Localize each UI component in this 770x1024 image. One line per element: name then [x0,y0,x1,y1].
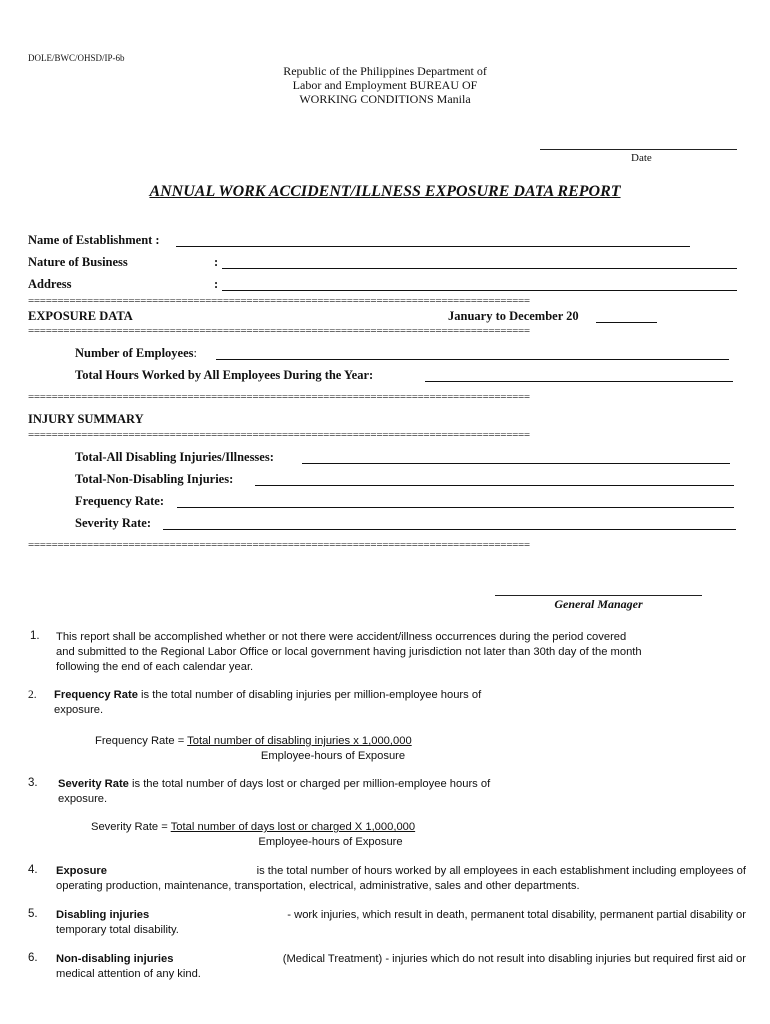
note-3-term: Severity Rate [58,778,129,790]
separator: ===================================================================================== [28,392,530,402]
note-2-line-1: is the total number of disabling injuries per million-employee hours of [141,689,482,701]
hours-input[interactable] [425,381,733,382]
frequency-formula [95,734,412,749]
exposure-heading: EXPOSURE DATA [28,309,133,323]
note-5-number: 5. [28,908,38,920]
header-line-3: WORKING CONDITIONS Manila [299,92,471,106]
separator: ===================================================================================== [28,296,530,306]
period-label: January to December 20 [448,309,579,323]
note-3 [58,777,658,807]
note-6-number: 6. [28,952,38,964]
general-manager-label: General Manager [554,597,643,611]
note-5-line-2: temporary total disability. [56,924,179,936]
note-1 [56,630,756,675]
note-1-line-1: This report shall be accomplished whether or not there were accident/illness occurrences during the period covered [56,631,627,643]
note-2-line-2: exposure. [54,704,104,716]
frequency-formula-numerator: Total number of disabling injuries x 1,000,000 [187,735,412,747]
address-label: Address [28,277,72,291]
separator: ===================================================================================== [28,326,530,336]
date-field[interactable] [540,149,737,150]
employees-colon: : [193,346,197,360]
note-3-line-2: exposure. [58,793,108,805]
note-4-term: Exposure [56,865,107,877]
business-colon: : [214,255,219,269]
address-colon: : [214,277,219,291]
non-disabling-input[interactable] [255,485,734,486]
address-input[interactable] [222,290,737,291]
employees-input[interactable] [216,359,729,360]
form-code: DOLE/BWC/OHSD/IP-6b [28,53,125,63]
separator: ===================================================================================== [28,540,530,550]
note-5-line-1: - work injuries, which result in death, permanent total disability, permanent partial disability or [287,909,746,921]
business-input[interactable] [222,268,737,269]
severity-input[interactable] [163,529,736,530]
note-1-line-2: and submitted to the Regional Labor Office or local government having jurisdiction not later than 30th day of the month [56,646,642,658]
separator: ===================================================================================== [28,430,530,440]
severity-formula-denominator: Employee-hours of Exposure [258,836,403,848]
note-4-line-1: is the total number of hours worked by all employees in each establishment including employees of [256,865,746,877]
frequency-input[interactable] [177,507,734,508]
note-6-line-1: (Medical Treatment) - injuries which do not result into disabling injuries but required first aid or [282,953,746,965]
frequency-label: Frequency Rate: [75,494,164,508]
non-disabling-label: Total-Non-Disabling Injuries: [75,472,234,486]
establishment-input[interactable] [176,246,690,247]
header-line-2: Labor and Employment BUREAU OF [292,78,478,92]
agency-header [240,64,530,106]
disabling-label: Total-All Disabling Injuries/Illnesses: [75,450,274,464]
employees-label [75,346,197,361]
establishment-label: Name of Establishment : [28,233,160,247]
note-4 [56,864,746,894]
hours-label: Total Hours Worked by All Employees During the Year: [75,368,374,382]
note-1-line-3: following the end of each calendar year. [56,661,254,673]
disabling-input[interactable] [302,463,730,464]
note-3-line-1: is the total number of days lost or charged per million-employee hours of [132,778,491,790]
note-3-number: 3. [28,777,38,789]
year-input[interactable] [596,322,657,323]
frequency-formula-denominator: Employee-hours of Exposure [260,750,406,762]
business-label: Nature of Business [28,255,128,269]
note-5 [56,908,746,938]
note-2-number: 2. [28,689,37,701]
note-6 [56,952,746,982]
employees-label-text: Number of Employees [75,346,194,360]
note-6-term: Non-disabling injuries [56,953,174,965]
severity-formula-prefix: Severity Rate = [91,821,171,833]
signature-line[interactable] [495,595,702,596]
report-title: ANNUAL WORK ACCIDENT/ILLNESS EXPOSURE DATA REPORT [149,183,621,200]
note-6-line-2: medical attention of any kind. [56,968,201,980]
note-2 [54,688,654,718]
note-1-number: 1. [30,630,40,642]
header-line-1: Republic of the Philippines Department of [283,64,487,78]
frequency-formula-prefix: Frequency Rate = [95,735,188,747]
injury-heading: INJURY SUMMARY [28,412,144,426]
note-2-term: Frequency Rate [54,689,138,701]
note-4-line-2: operating production, maintenance, transportation, electrical, administrative, sales and other departments. [56,880,580,892]
severity-label: Severity Rate: [75,516,152,530]
severity-formula [91,820,415,835]
note-4-number: 4. [28,864,38,876]
note-5-term: Disabling injuries [56,909,150,921]
severity-formula-numerator: Total number of days lost or charged X 1,000,000 [170,821,416,833]
